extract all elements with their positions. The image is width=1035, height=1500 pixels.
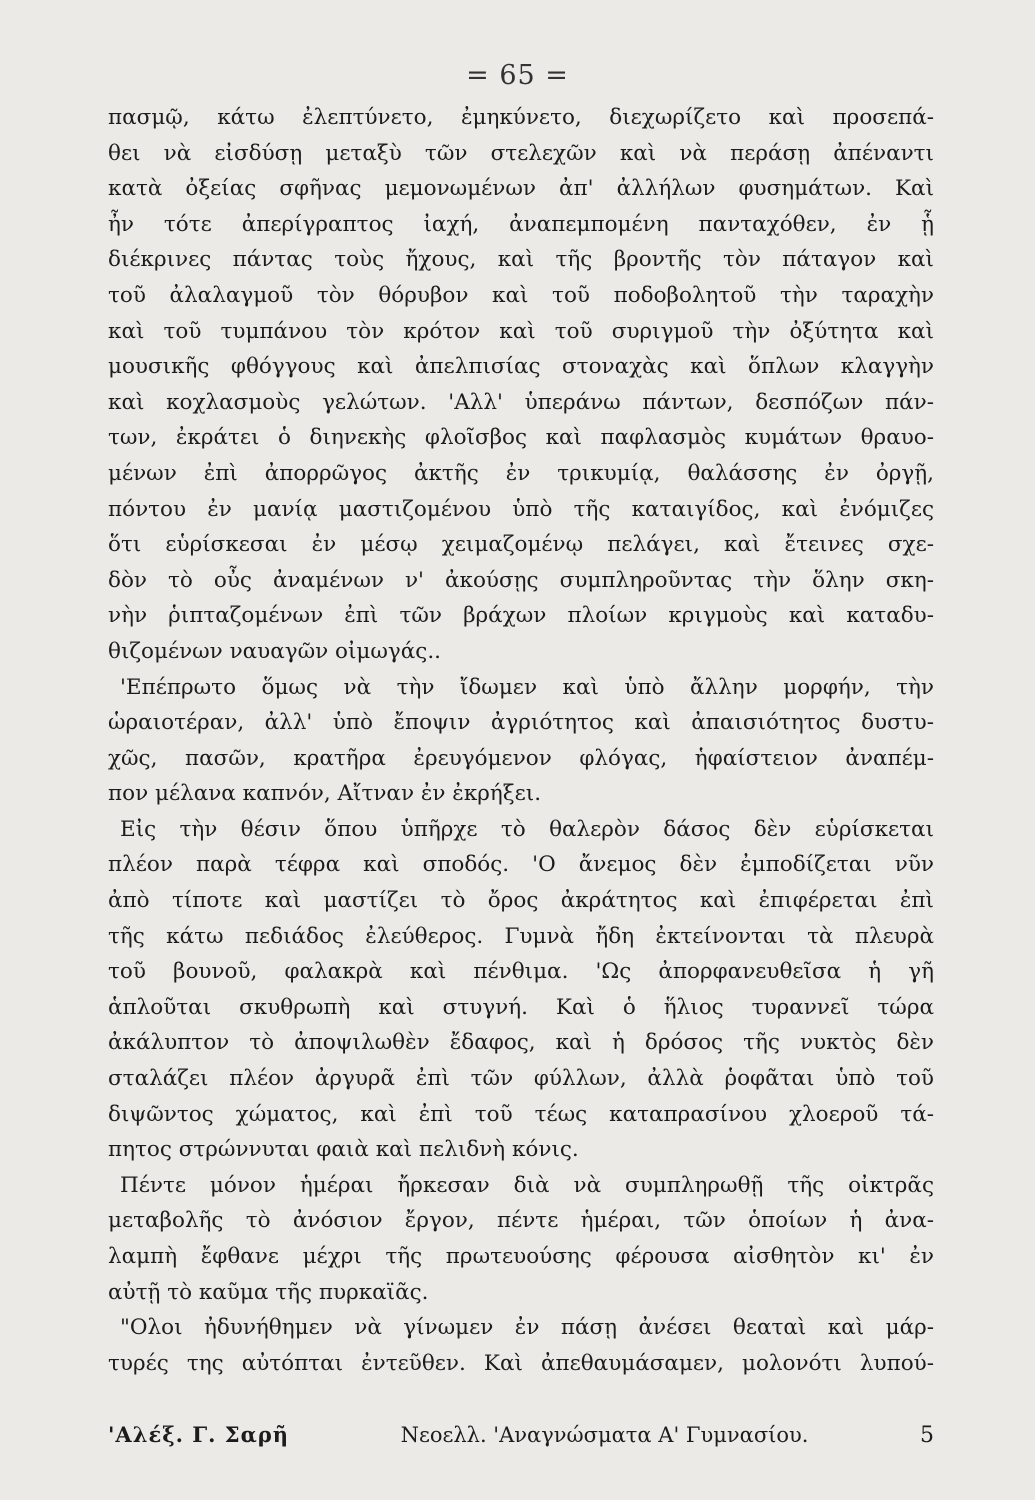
text-line: μουσικῆς φθόγγους καὶ ἀπελπισίας στοναχὰς καὶ ὅπλων κλαγγὴν — [108, 354, 934, 380]
paragraph — [108, 812, 934, 1168]
paragraph — [108, 1168, 934, 1310]
text-line: των, ἐκράτει ὁ διηνεκὴς φλοῖσβος καὶ παφλασμὸς κυμάτων θραυο- — [108, 425, 934, 451]
text-line: ἁπλοῦται σκυθρωπὴ καὶ στυγνή. Καὶ ὁ ἥλιος τυραννεῖ τώρα — [108, 994, 934, 1020]
text-line: κατὰ ὀξείας σφῆνας μεμονωμένων ἀπ' ἀλλήλων φυσημάτων. Καὶ — [108, 176, 934, 202]
text-line: πασμῷ, κάτω ἐλεπτύνετο, ἐμηκύνετο, διεχωρίζετο καὶ προσεπά- — [108, 105, 934, 130]
text-line: τοῦ βουνοῦ, φαλακρὰ καὶ πένθιμα. 'Ως ἀπορφανευθεῖσα ἡ γῆ — [108, 959, 934, 985]
footer-signature-mark: 5 — [920, 1423, 934, 1448]
text-line: Πέντε μόνον ἡμέραι ἤρκεσαν διὰ νὰ συμπληρωθῇ τῆς οἰκτρᾶς — [120, 1172, 934, 1198]
text-line: ὡραιοτέραν, ἀλλ' ὑπὸ ἔποψιν ἀγριότητος καὶ ἀπαισιότητος δυστυ- — [108, 710, 934, 736]
text-line: καὶ τοῦ τυμπάνου τὸν κρότον καὶ τοῦ συριγμοῦ τὴν ὀξύτητα καὶ — [108, 318, 934, 344]
text-line: 'Επέπρωτο ὅμως νὰ τὴν ἴδωμεν καὶ ὑπὸ ἄλλην μορφήν, τὴν — [120, 674, 934, 700]
paragraph — [108, 100, 934, 670]
text-line: ἀπὸ τίποτε καὶ μαστίζει τὸ ὄρος ἀκράτητος καὶ ἐπιφέρεται ἐπὶ — [108, 888, 934, 914]
text-line: ἦν τότε ἀπερίγραπτος ἰαχή, ἀναπεμπομένη πανταχόθεν, ἐν ᾗ — [108, 211, 934, 237]
text-line: τυρές της αὐτόπται ἐντεῦθεν. Καὶ ἀπεθαυμάσαμεν, μολονότι λυπού- — [108, 1350, 934, 1376]
text-line: τῆς κάτω πεδιάδος ἐλεύθερος. Γυμνὰ ἤδη ἐκτείνονται τὰ πλευρὰ — [108, 923, 934, 949]
body-text — [108, 100, 934, 1381]
page-footer — [108, 1422, 934, 1448]
text-line: Εἰς τὴν θέσιν ὅπου ὑπῆρχε τὸ θαλερὸν δάσος δὲν εὑρίσκεται — [120, 816, 934, 842]
text-line: καὶ κοχλασμοὺς γελώτων. 'Αλλ' ὑπεράνω πάντων, δεσπόζων πάν- — [108, 389, 934, 415]
text-line: αὐτῇ τὸ καῦμα τῆς πυρκαϊᾶς. — [108, 1279, 429, 1305]
page-number: = 65 = — [466, 60, 569, 91]
text-line: δὸν τὸ οὖς ἀναμένων ν' ἀκούσῃς συμπληροῦντας τὴν ὅλην σκη- — [108, 567, 934, 593]
paragraph — [108, 1310, 934, 1381]
text-line: πλέον παρὰ τέφρα καὶ σποδός. 'Ο ἄνεμος δὲν ἐμποδίζεται νῦν — [108, 852, 934, 878]
text-line: πητος στρώννυται φαιὰ καὶ πελιδνὴ κόνις. — [108, 1137, 579, 1163]
text-line: θει νὰ εἰσδύσῃ μεταξὺ τῶν στελεχῶν καὶ νὰ περάσῃ ἀπέναντι — [108, 140, 934, 166]
footer-author: 'Αλέξ. Γ. Σαρῆ — [108, 1422, 290, 1447]
text-line: διψῶντος χώματος, καὶ ἐπὶ τοῦ τέως καταπρασίνου χλοεροῦ τά- — [108, 1101, 934, 1127]
text-line: μεταβολῆς τὸ ἀνόσιον ἔργον, πέντε ἡμέραι, τῶν ὁποίων ἡ ἀνα- — [108, 1208, 934, 1234]
text-line: ἀκάλυπτον τὸ ἀποψιλωθὲν ἔδαφος, καὶ ἡ δρόσος τῆς νυκτὸς δὲν — [108, 1030, 934, 1056]
text-line: λαμπὴ ἔφθανε μέχρι τῆς πρωτευούσης φέρουσα αἰσθητὸν κι' ἐν — [108, 1244, 934, 1269]
text-line: διέκρινες πάντας τοὺς ἤχους, καὶ τῆς βροντῆς τὸν πάταγον καὶ — [108, 247, 934, 273]
text-line: τοῦ ἀλαλαγμοῦ τὸν θόρυβον καὶ τοῦ ποδοβολητοῦ τὴν ταραχὴν — [108, 282, 934, 308]
paragraph — [108, 670, 934, 812]
text-line: χῶς, πασῶν, κρατῆρα ἐρευγόμενον φλόγας, ἡφαίστειον ἀναπέμ- — [108, 745, 934, 771]
text-line: μένων ἐπὶ ἀπορρῶγος ἀκτῆς ἐν τρικυμίᾳ, θαλάσσης ἐν ὀργῇ, — [108, 460, 934, 486]
footer-book-title: Νεοελλ. 'Αναγνώσματα Α' Γυμνασίου. — [400, 1423, 809, 1447]
text-line: πόντου ἐν μανίᾳ μαστιζομένου ὑπὸ τῆς καταιγίδος, καὶ ἐνόμιζες — [108, 496, 934, 522]
text-line: νὴν ῥιπταζομένων ἐπὶ τῶν βράχων πλοίων κριγμοὺς καὶ καταδυ- — [108, 603, 934, 629]
text-line: θιζομένων ναυαγῶν οἰμωγάς.. — [108, 638, 442, 664]
text-line: "Ολοι ἠδυνήθημεν νὰ γίνωμεν ἐν πάσῃ ἀνέσει θεαταὶ καὶ μάρ- — [120, 1315, 934, 1341]
text-line: πον μέλανα καπνόν, Αἴτναν ἐν ἐκρήξει. — [108, 781, 542, 807]
text-line: σταλάζει πλέον ἀργυρᾶ ἐπὶ τῶν φύλλων, ἀλλὰ ῥοφᾶται ὑπὸ τοῦ — [108, 1066, 934, 1092]
text-line: ὅτι εὑρίσκεσαι ἐν μέσῳ χειμαζομένῳ πελάγει, καὶ ἔτεινες σχε- — [108, 532, 934, 558]
